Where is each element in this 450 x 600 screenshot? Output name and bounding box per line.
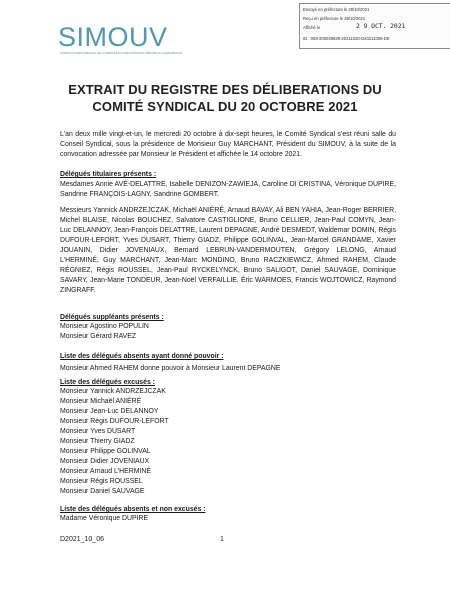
list-item: Monsieur Thierry GIADZ: [60, 438, 135, 445]
list-item: Monsieur Agostino POPULIN: [60, 323, 149, 330]
document-reference: D2021_10_06: [60, 536, 104, 543]
list-item: Monsieur Yves DUSART: [60, 428, 136, 435]
list-item: Monsieur Michaël ANIÉRÉ: [60, 398, 142, 405]
document-title-line-2: COMITÉ SYNDICAL DU 20 OCTOBRE 2021: [92, 99, 358, 114]
list-item: Monsieur Ahmed RAHEM donne pouvoir à Monsieur Laurent DEPAGNE: [60, 365, 281, 372]
stamp-sent-line: Envoyé en préfecture le 29/10/2021: [303, 7, 370, 12]
logo-subtitle: SYNDICAT INTERCOMMUNAL DE LA MOBILITÉ ET D'ORGANISATION URBAINE DU VALENCIENNOIS: [60, 52, 183, 55]
intro-paragraph: L'an deux mille vingt-et-un, le mercredi 20 octobre à dix-sept heures, le Comité Syndical s'est réuni salle du Conseil Syndical, sous la présidence de Monsieur Guy MARCHANT, Président du SIMOUV, à la suite de la convocation adressée par Monsieur le Président et affichée le 14 octobre 2021.: [60, 131, 396, 158]
list-item: Monsieur Jean-Luc DELANNOY: [60, 408, 159, 415]
titulaires-heading: Délégués titulaires présents :: [60, 171, 157, 178]
stamp-id-line: ID : 059-200049639-20211020-D20211006-DE: [303, 36, 390, 41]
pouvoirs-heading: Liste des délégués absents ayant donné pouvoir :: [60, 353, 224, 360]
stamp-posted-date: 2 9 OCT. 2021: [356, 23, 406, 30]
excuses-heading: Liste des délégués excusés :: [60, 379, 155, 386]
list-item: Monsieur Daniel SAUVAGE: [60, 488, 145, 495]
list-item: Madame Véronique DUPIRE: [60, 515, 149, 522]
list-item: Monsieur Gérard RAVEZ: [60, 333, 137, 340]
titulaires-mesdames: Mesdames Annie AVÉ-DELATTRE, Isabelle DENIZON-ZAWIEJA, Caroline DI CRISTINA, Véronique DUPIRE, Sandrine FRANÇOIS-LAGNY, Sandrine GOMBERT.: [60, 181, 396, 198]
list-item: Monsieur Philippe GOLINVAL: [60, 448, 151, 455]
non-excuses-heading: Liste des délégués absents et non excusés :: [60, 506, 206, 513]
list-item: Monsieur Régis ROUSSEL: [60, 478, 143, 485]
prefecture-stamp: [299, 3, 450, 49]
page-number: 1: [220, 536, 224, 543]
simouv-logo: SIMOUV: [58, 22, 168, 52]
stamp-received-line: Reçu en préfecture le 29/10/2021: [303, 16, 366, 21]
document-title-line-1: EXTRAIT DU REGISTRE DES DÉLIBERATIONS DU: [68, 82, 382, 97]
list-item: Monsieur Yannick ANDRZEJCZAK: [60, 388, 166, 395]
stamp-posted-label: Affiché le: [303, 25, 321, 30]
list-item: Monsieur Arnaud L'HERMINÉ: [60, 468, 151, 475]
list-item: Monsieur Didier JOVENIAUX: [60, 458, 150, 465]
list-item: Monsieur Régis DUFOUR-LEFORT: [60, 418, 169, 425]
titulaires-messieurs: Messieurs Yannick ANDRZEJCZAK, Michaël ANIÉRÉ, Arnaud BAVAY, Ali BEN YAHIA, Jean-Roger BERRIER, Michel BLAISE, Nicolas BOUCHEZ, Salvatore CASTIGLIONE, Bruno CELLIER, Jean-Paul COMYN, Jean-Luc DELANNOY, Jean-François DELATTRE, Laurent DEPAGNE, André DESMEDT, Waldemar DOMIN, Régis DUFOUR-LEFORT, Yves DUSART, Thierry GIADZ, Philippe GOLINVAL, Jean-Marcel GRANDAME, Xavier JOUANIN, Didier JOVENIAUX, Bernard LEBRUN-VANDERMOUTEN, Grégory LELONG, Arnaud L'HERMINÉ, Guy MARCHANT, Jean-Marc MONDINO, Bruno RACZKIEWICZ, Ahmed RAHEM, Claude RÉGNIEZ, Régis ROUSSEL, Jean-Paul RYCKELYNCK, Bruno SALIGOT, Daniel SAUVAGE, Dominique SAVARY, Jean-Marie TONDEUR, Jean-Noël VERFAILLIE, Éric WARMOES, Francis WOJTOWICZ, Raymond ZINGRAFF.: [60, 207, 396, 294]
suppleants-heading: Délégués suppléants présents :: [60, 314, 164, 321]
